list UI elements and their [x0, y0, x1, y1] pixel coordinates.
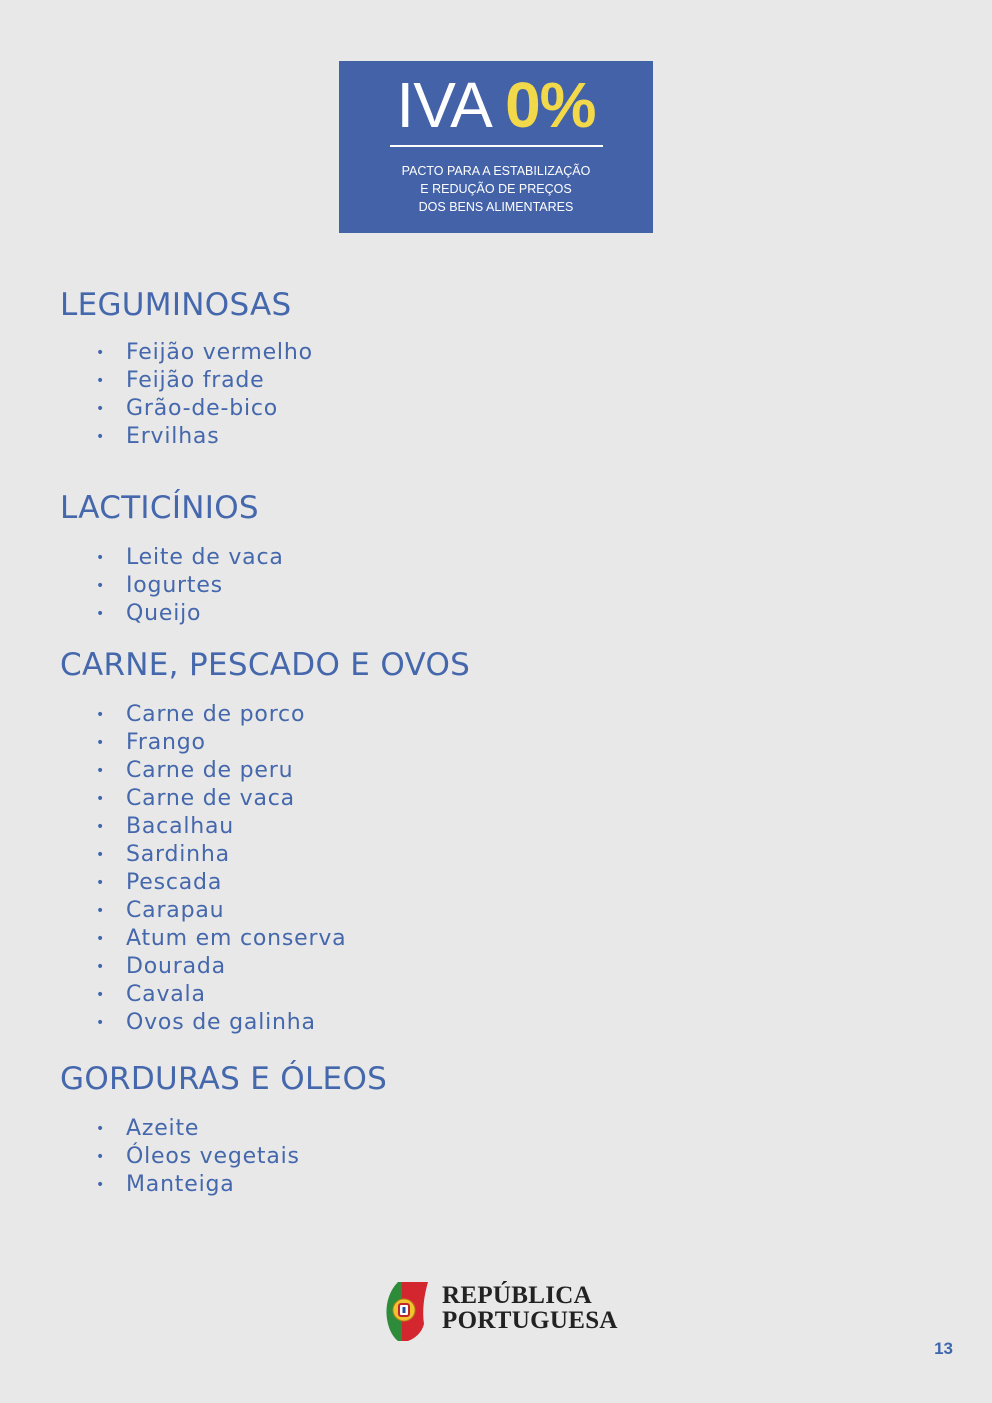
- bullet: •: [96, 1015, 106, 1031]
- list-item: [60, 757, 470, 785]
- item-label: Cavala: [126, 982, 206, 1007]
- section-carne-pescado-ovos: [60, 646, 470, 1037]
- logo-line: PORTUGUESA: [442, 1307, 618, 1334]
- section-lacticinios: [60, 489, 284, 628]
- list-item: [60, 925, 470, 953]
- section-title: LEGUMINOSAS: [60, 287, 292, 323]
- list-item: [60, 813, 470, 841]
- bullet: •: [96, 1121, 106, 1137]
- bullet: •: [96, 550, 106, 566]
- bullet: •: [96, 1177, 106, 1193]
- list-item: [60, 701, 470, 729]
- bullet: •: [96, 763, 106, 779]
- bullet: •: [96, 875, 106, 891]
- list-item: [60, 729, 470, 757]
- section-title: GORDURAS E ÓLEOS: [60, 1061, 388, 1097]
- item-label: Feijão frade: [126, 368, 265, 393]
- item-label: Pescada: [126, 870, 223, 895]
- badge-subtitle-line: PACTO PARA A ESTABILIZAÇÃO: [401, 164, 591, 178]
- list-item: [60, 785, 470, 813]
- section-title: LACTICÍNIOS: [60, 490, 259, 526]
- item-list: [60, 544, 284, 628]
- item-label: Azeite: [126, 1116, 200, 1141]
- item-list: [60, 1115, 387, 1199]
- section-gorduras-oleos: [60, 1060, 387, 1199]
- badge-subtitle-line: DOS BENS ALIMENTARES: [418, 200, 574, 214]
- logo-text: [442, 1283, 618, 1333]
- bullet: •: [96, 791, 106, 807]
- logo-line: REPÚBLICA: [442, 1282, 592, 1309]
- bullet: •: [96, 401, 106, 417]
- bullet: •: [96, 959, 106, 975]
- item-list: [60, 339, 313, 451]
- bullet: •: [96, 847, 106, 863]
- list-item: [60, 423, 313, 451]
- list-item: [60, 367, 313, 395]
- item-label: Feijão vermelho: [126, 340, 313, 365]
- item-label: Óleos vegetais: [126, 1144, 300, 1169]
- badge-title-percent: 0%: [505, 69, 596, 141]
- list-item: [60, 841, 470, 869]
- list-item: [60, 395, 313, 423]
- section-title: CARNE, PESCADO E OVOS: [60, 647, 471, 683]
- item-label: Manteiga: [126, 1172, 235, 1197]
- iva-badge: [339, 61, 653, 233]
- bullet: •: [96, 345, 106, 361]
- item-label: Carne de porco: [126, 702, 306, 727]
- bullet: •: [96, 606, 106, 622]
- bullet: •: [96, 931, 106, 947]
- bullet: •: [96, 819, 106, 835]
- list-item: [60, 600, 284, 628]
- list-item: [60, 1115, 387, 1143]
- badge-subtitle: [339, 162, 653, 216]
- item-label: Ovos de galinha: [126, 1010, 316, 1035]
- list-item: [60, 953, 470, 981]
- bullet: •: [96, 987, 106, 1003]
- item-label: Bacalhau: [126, 814, 235, 839]
- republica-portuguesa-logo: [384, 1280, 618, 1344]
- badge-title-iva: IVA: [396, 69, 489, 141]
- bullet: •: [96, 1149, 106, 1165]
- item-list: [60, 701, 470, 1037]
- item-label: Frango: [126, 730, 206, 755]
- badge-divider: [390, 145, 603, 147]
- item-label: Iogurtes: [126, 573, 223, 598]
- item-label: Dourada: [126, 954, 226, 979]
- section-leguminosas: [60, 286, 313, 451]
- item-label: Ervilhas: [126, 424, 220, 449]
- item-label: Atum em conserva: [126, 926, 347, 951]
- item-label: Carapau: [126, 898, 225, 923]
- list-item: [60, 1171, 387, 1199]
- item-label: Sardinha: [126, 842, 230, 867]
- bullet: •: [96, 373, 106, 389]
- list-item: [60, 897, 470, 925]
- item-label: Leite de vaca: [126, 545, 284, 570]
- badge-subtitle-line: E REDUÇÃO DE PREÇOS: [420, 182, 572, 196]
- bullet: •: [96, 578, 106, 594]
- item-label: Carne de peru: [126, 758, 294, 783]
- item-label: Grão-de-bico: [126, 396, 279, 421]
- bullet: •: [96, 429, 106, 445]
- item-label: Carne de vaca: [126, 786, 295, 811]
- list-item: [60, 869, 470, 897]
- list-item: [60, 572, 284, 600]
- portugal-emblem-icon: [384, 1280, 428, 1342]
- item-label: Queijo: [126, 601, 202, 626]
- list-item: [60, 981, 470, 1009]
- bullet: •: [96, 735, 106, 751]
- bullet: •: [96, 707, 106, 723]
- list-item: [60, 339, 313, 367]
- bullet: •: [96, 903, 106, 919]
- list-item: [60, 1009, 470, 1037]
- badge-title: [339, 69, 653, 141]
- list-item: [60, 1143, 387, 1171]
- list-item: [60, 544, 284, 572]
- page-number: 13: [934, 1339, 953, 1358]
